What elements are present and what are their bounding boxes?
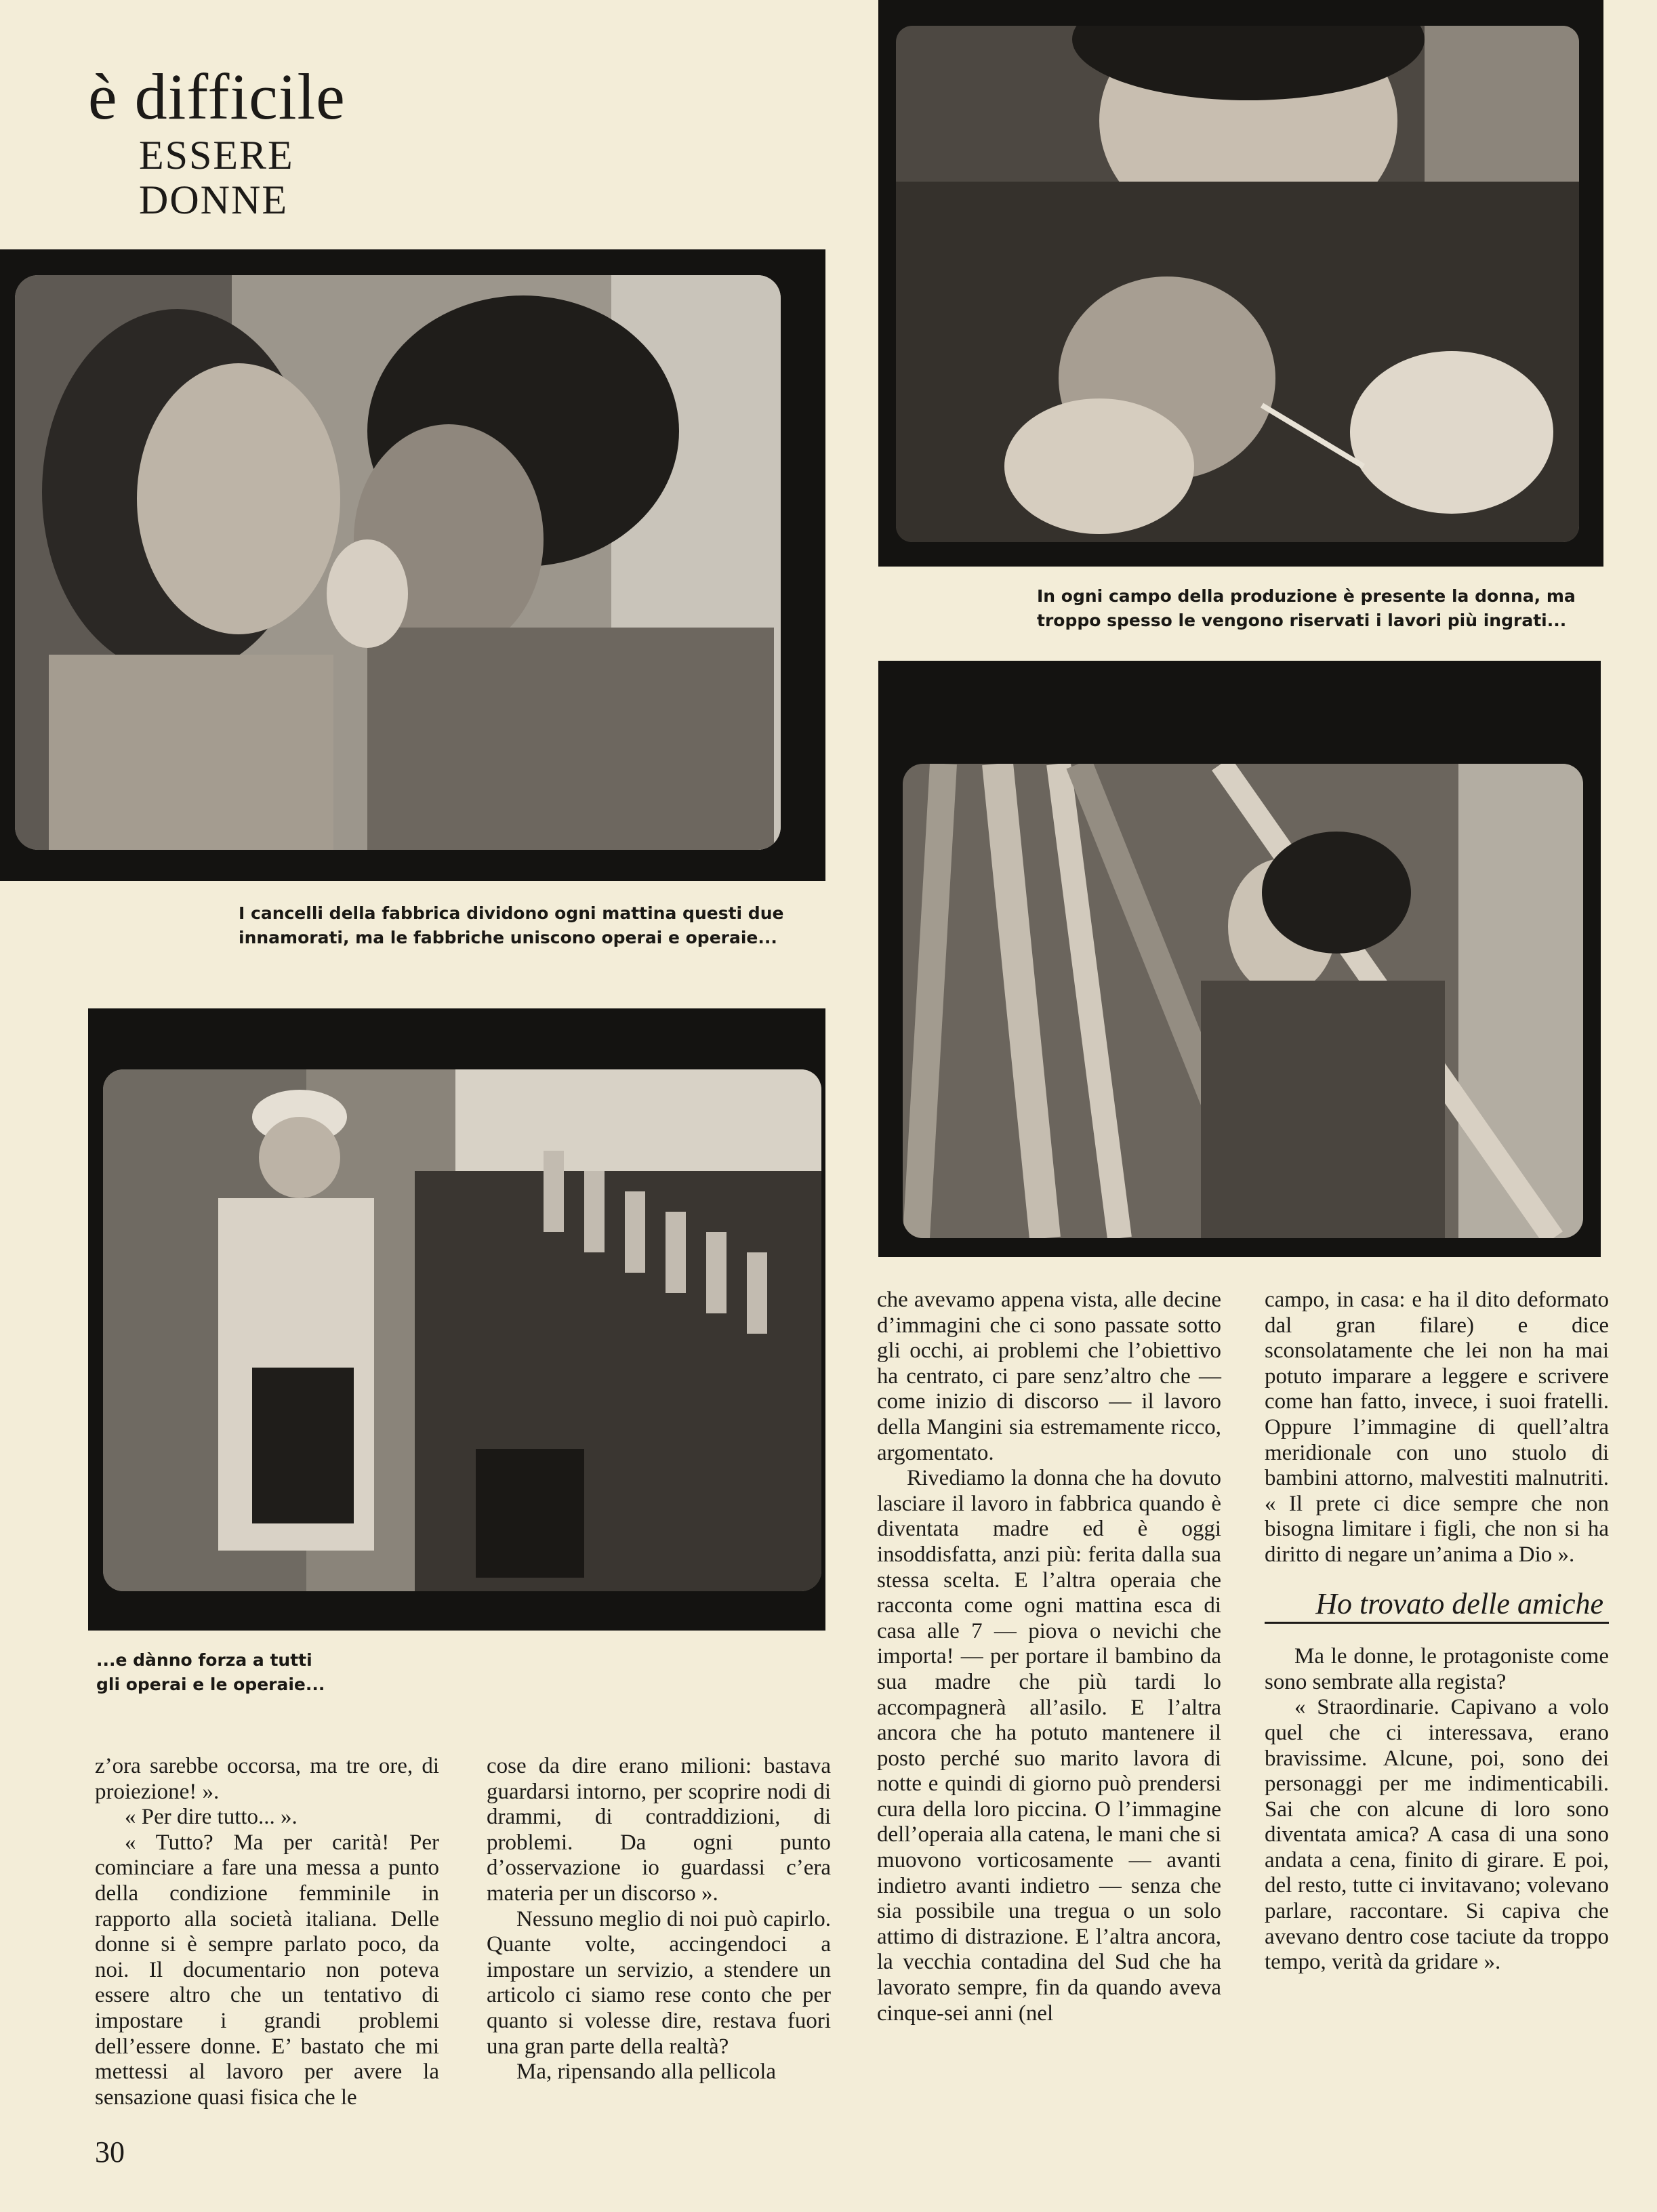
title-line-1: è difficile [88, 60, 346, 133]
paragraph: « Per dire tutto... ». [125, 1805, 298, 1830]
title-line-3: DONNE [139, 178, 288, 222]
title-line-2: ESSERE [139, 133, 294, 178]
paragraph: che avevamo appena vista, alle decine d’immagini che ci sono passate sotto gli occhi, ai problemi che l’obiettivo ha centrato, ci pare senz’altro che — come inizio di discorso — il lavoro della Mangini sia estremamente ricco, argomentato. [877, 1288, 1221, 1465]
photo-couple [0, 249, 825, 881]
text-column-3 [877, 1288, 1221, 2026]
paragraph: Ma le donne, le protagoniste come sono sembrate alla regista? [1265, 1644, 1609, 1694]
paragraph: « Tutto? Ma per carità! Per cominciare a fare una messa a punto della condizione femminile in rapporto alla società italiana. Delle donne si è sempre parlato poco, da noi. Il documentario non poteva essere altro che un tentativo di impostare i grandi problemi dell’essere donne. E’ bastato che mi mettessi al lavoro per avere la sensazione quasi fisica che le [95, 1830, 439, 2110]
paragraph: z’ora sarebbe occorsa, ma tre ore, di proiezione! ». [95, 1754, 439, 1804]
photo-factory-worker [88, 1008, 825, 1631]
paragraph: Ma, ripensando alla pellicola [516, 2060, 777, 2085]
photo-tobacco-woman [878, 0, 1603, 567]
caption-couple: I cancelli della fabbrica dividono ogni mattina questi due innamorati, ma le fabbriche uniscono operai e operaie... [239, 903, 784, 947]
text-column-2 [487, 1754, 831, 2085]
page-number: 30 [95, 2135, 125, 2169]
section-heading: Ho trovato delle amiche [1265, 1591, 1609, 1624]
paragraph: « Straordinarie. Capivano a volo quel che ci interessava, erano bravissime. Alcune, poi, sono dei personaggi per me indimenticabili. Sai che con alcune di loro sono diventata amica? A casa di una sono andata a cena, finito di girare. E poi, del resto, tutte ci invitavano; volevano parlare, raccontare. Si capiva che avevano dentro cose taciute da troppo tempo, verità da gridare ». [1265, 1695, 1609, 1975]
paragraph: Nessuno meglio di noi può capirlo. Quante volte, accingendoci a impostare un servizio, a stendere un articolo ci siamo rese conto che per quanto si volesse dire, restava fuori una gran parte della realtà? [487, 1906, 831, 2059]
caption-factory: ...e dànno forza a tutti gli operai e le operaie... [96, 1650, 325, 1694]
article-title [88, 60, 346, 222]
paragraph: campo, in casa: e ha il dito deformato dal gran filare) e dice sconsolatamente che lei non ha mai potuto imparare a leggere e scrivere come han fatto, invece, i suoi fratelli. Oppure l’immagine di quell’altra meridionale con uno stuolo di bambini attorno, malvestiti malnutriti. « Il prete ci dice sempre che non bisogna limitare i figli, che non si ha diritto di negare un’anima a Dio ». [1265, 1288, 1609, 1567]
paragraph: cose da dire erano milioni: bastava guardarsi intorno, per scoprire nodi di drammi, di contraddizioni, di problemi. Da ogni punto d’osservazione io guardassi c’era materia per un discorso ». [487, 1754, 831, 1906]
text-column-1 [95, 1754, 439, 2110]
paragraph: Rivediamo la donna che ha dovuto lasciare il lavoro in fabbrica quando è diventata madre ed è oggi insoddisfatta, anzi più: ferita dalla sua stessa scelta. E l’altra operaia che racconta come ogni mattina esca di casa alle 7 — piova o nevichi che importa! — per portare il bambino da sua madre che più tardi lo accompagnerà all’asilo. E l’altra ancora che ha potuto mantenere il posto perché suo marito lavora di notte e quindi di giorno può prendersi cura della loro piccina. O l’immagine dell’operaia alla catena, le mani che si muovono vorticosamente — avanti indietro avanti indietro — senza che sia possibile una tregua o un solo attimo di distrazione. E l’altra ancora, la vecchia contadina del Sud che ha lavorato sempre, fin da quando aveva cinque-sei anni (nel [877, 1466, 1221, 2026]
caption-field: In ogni campo della produzione è presente la donna, ma troppo spesso le vengono riservati i lavori più ingrati... [1037, 586, 1576, 630]
photo-hanging-woman [878, 661, 1601, 1257]
text-column-4 [1265, 1288, 1609, 1975]
